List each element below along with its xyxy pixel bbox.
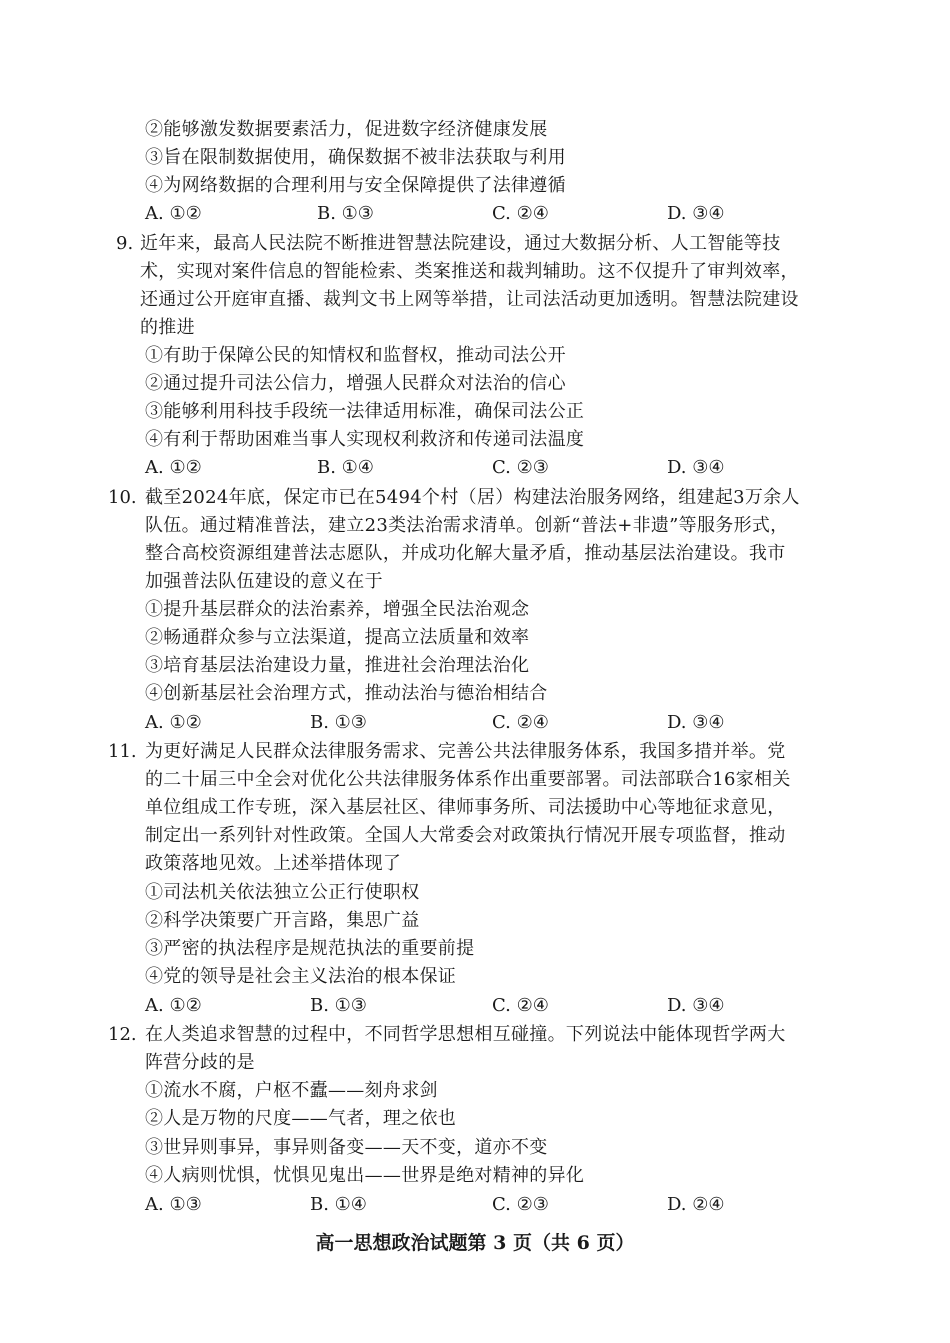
- q8-option-c[interactable]: C. ②④: [492, 203, 549, 224]
- q12-item-2: ②人是万物的尺度——气者，理之依也: [145, 1108, 457, 1129]
- q10-stem-line-4: 加强普法队伍建设的意义在于: [145, 571, 383, 592]
- q8-options: [145, 200, 865, 228]
- q11-options: [145, 992, 865, 1020]
- q12-options: [145, 1191, 865, 1219]
- q11-option-d[interactable]: D. ③④: [667, 995, 725, 1016]
- q12-stem-line-2: 阵营分歧的是: [145, 1052, 255, 1073]
- q9-options: [145, 454, 865, 482]
- q11-number: 11.: [108, 741, 137, 762]
- q9-stem-line-2: 术，实现对案件信息的智能检索、类案推送和裁判辅助。这不仅提升了审判效率，: [140, 261, 799, 282]
- q9-option-d[interactable]: D. ③④: [667, 457, 725, 478]
- page-footer: 高一思想政治试题第 3 页（共 6 页）: [315, 1232, 635, 1254]
- q11-stem-line-3: 单位组成工作专班，深入基层社区、律师事务所、司法援助中心等地征求意见，: [145, 797, 786, 818]
- q11-stem-line-1: 为更好满足人民群众法律服务需求、完善公共法律服务体系，我国多措并举。党: [145, 741, 786, 762]
- q12-option-b[interactable]: B. ①④: [310, 1194, 367, 1215]
- q9-stem-line-4: 的推进: [140, 317, 195, 338]
- q10-item-1: ①提升基层群众的法治素养，增强全民法治观念: [145, 599, 530, 620]
- q9-item-2: ②通过提升司法公信力，增强人民群众对法治的信心: [145, 373, 566, 394]
- q11-item-1: ①司法机关依法独立公正行使职权: [145, 882, 420, 903]
- q10-option-b[interactable]: B. ①③: [310, 712, 367, 733]
- q11-option-c[interactable]: C. ②④: [492, 995, 549, 1016]
- q11-item-4: ④党的领导是社会主义法治的根本保证: [145, 966, 457, 987]
- q9-item-1: ①有助于保障公民的知情权和监督权，推动司法公开: [145, 345, 566, 366]
- q10-option-c[interactable]: C. ②④: [492, 712, 549, 733]
- q10-item-2: ②畅通群众参与立法渠道，提高立法质量和效率: [145, 627, 530, 648]
- q12-number: 12.: [108, 1024, 137, 1045]
- q12-item-1: ①流水不腐，户枢不蠹——刻舟求剑: [145, 1080, 438, 1101]
- q9-item-4: ④有利于帮助困难当事人实现权利救济和传递司法温度: [145, 429, 585, 450]
- q10-option-a[interactable]: A. ①②: [145, 712, 202, 733]
- q10-item-3: ③培育基层法治建设力量，推进社会治理法治化: [145, 655, 530, 676]
- q8-item-4: ④为网络数据的合理利用与安全保障提供了法律遵循: [145, 175, 566, 196]
- q8-item-2: ②能够激发数据要素活力，促进数字经济健康发展: [145, 119, 548, 140]
- q9-item-3: ③能够利用科技手段统一法律适用标准，确保司法公正: [145, 401, 585, 422]
- q10-options: [145, 709, 865, 737]
- q8-option-d[interactable]: D. ③④: [667, 203, 725, 224]
- q9-option-a[interactable]: A. ①②: [145, 457, 202, 478]
- q12-option-a[interactable]: A. ①③: [145, 1194, 202, 1215]
- q12-option-d[interactable]: D. ②④: [667, 1194, 725, 1215]
- q9-number: 9.: [116, 233, 134, 254]
- q11-option-a[interactable]: A. ①②: [145, 995, 202, 1016]
- q10-stem-line-2: 队伍。通过精准普法，建立23类法治需求清单。创新“普法+非遗”等服务形式，: [145, 515, 789, 536]
- q9-option-c[interactable]: C. ②③: [492, 457, 549, 478]
- q12-stem-line-1: 在人类追求智慧的过程中，不同哲学思想相互碰撞。下列说法中能体现哲学两大: [145, 1024, 786, 1045]
- q10-option-d[interactable]: D. ③④: [667, 712, 725, 733]
- q9-stem-line-3: 还通过公开庭审直播、裁判文书上网等举措，让司法活动更加透明。智慧法院建设: [140, 289, 799, 310]
- q9-option-b[interactable]: B. ①④: [317, 457, 374, 478]
- q9-stem-line-1: 近年来，最高人民法院不断推进智慧法院建设，通过大数据分析、人工智能等技: [140, 233, 781, 254]
- q8-option-a[interactable]: A. ①②: [145, 203, 202, 224]
- q10-stem-line-1: 截至2024年底，保定市已在5494个村（居）构建法治服务网络，组建起3万余人: [145, 487, 800, 508]
- q12-item-3: ③世异则事异，事异则备变——天不变，道亦不变: [145, 1137, 548, 1158]
- q11-stem-line-2: 的二十届三中全会对优化公共法律服务体系作出重要部署。司法部联合16家相关: [145, 769, 791, 790]
- q10-stem-line-3: 整合高校资源组建普法志愿队，并成功化解大量矛盾，推动基层法治建设。我市: [145, 543, 786, 564]
- q8-option-b[interactable]: B. ①③: [317, 203, 374, 224]
- q12-option-c[interactable]: C. ②③: [492, 1194, 549, 1215]
- q11-option-b[interactable]: B. ①③: [310, 995, 367, 1016]
- q11-item-3: ③严密的执法程序是规范执法的重要前提: [145, 938, 475, 959]
- q11-stem-line-5: 政策落地见效。上述举措体现了: [145, 853, 402, 874]
- q10-number: 10.: [108, 487, 137, 508]
- q8-item-3: ③旨在限制数据使用，确保数据不被非法获取与利用: [145, 147, 566, 168]
- q11-stem-line-4: 制定出一系列针对性政策。全国人大常委会对政策执行情况开展专项监督，推动: [145, 825, 786, 846]
- q11-item-2: ②科学决策要广开言路，集思广益: [145, 910, 420, 931]
- q12-item-4: ④人病则忧惧，忧惧见鬼出——世界是绝对精神的异化: [145, 1165, 585, 1186]
- q10-item-4: ④创新基层社会治理方式，推动法治与德治相结合: [145, 683, 548, 704]
